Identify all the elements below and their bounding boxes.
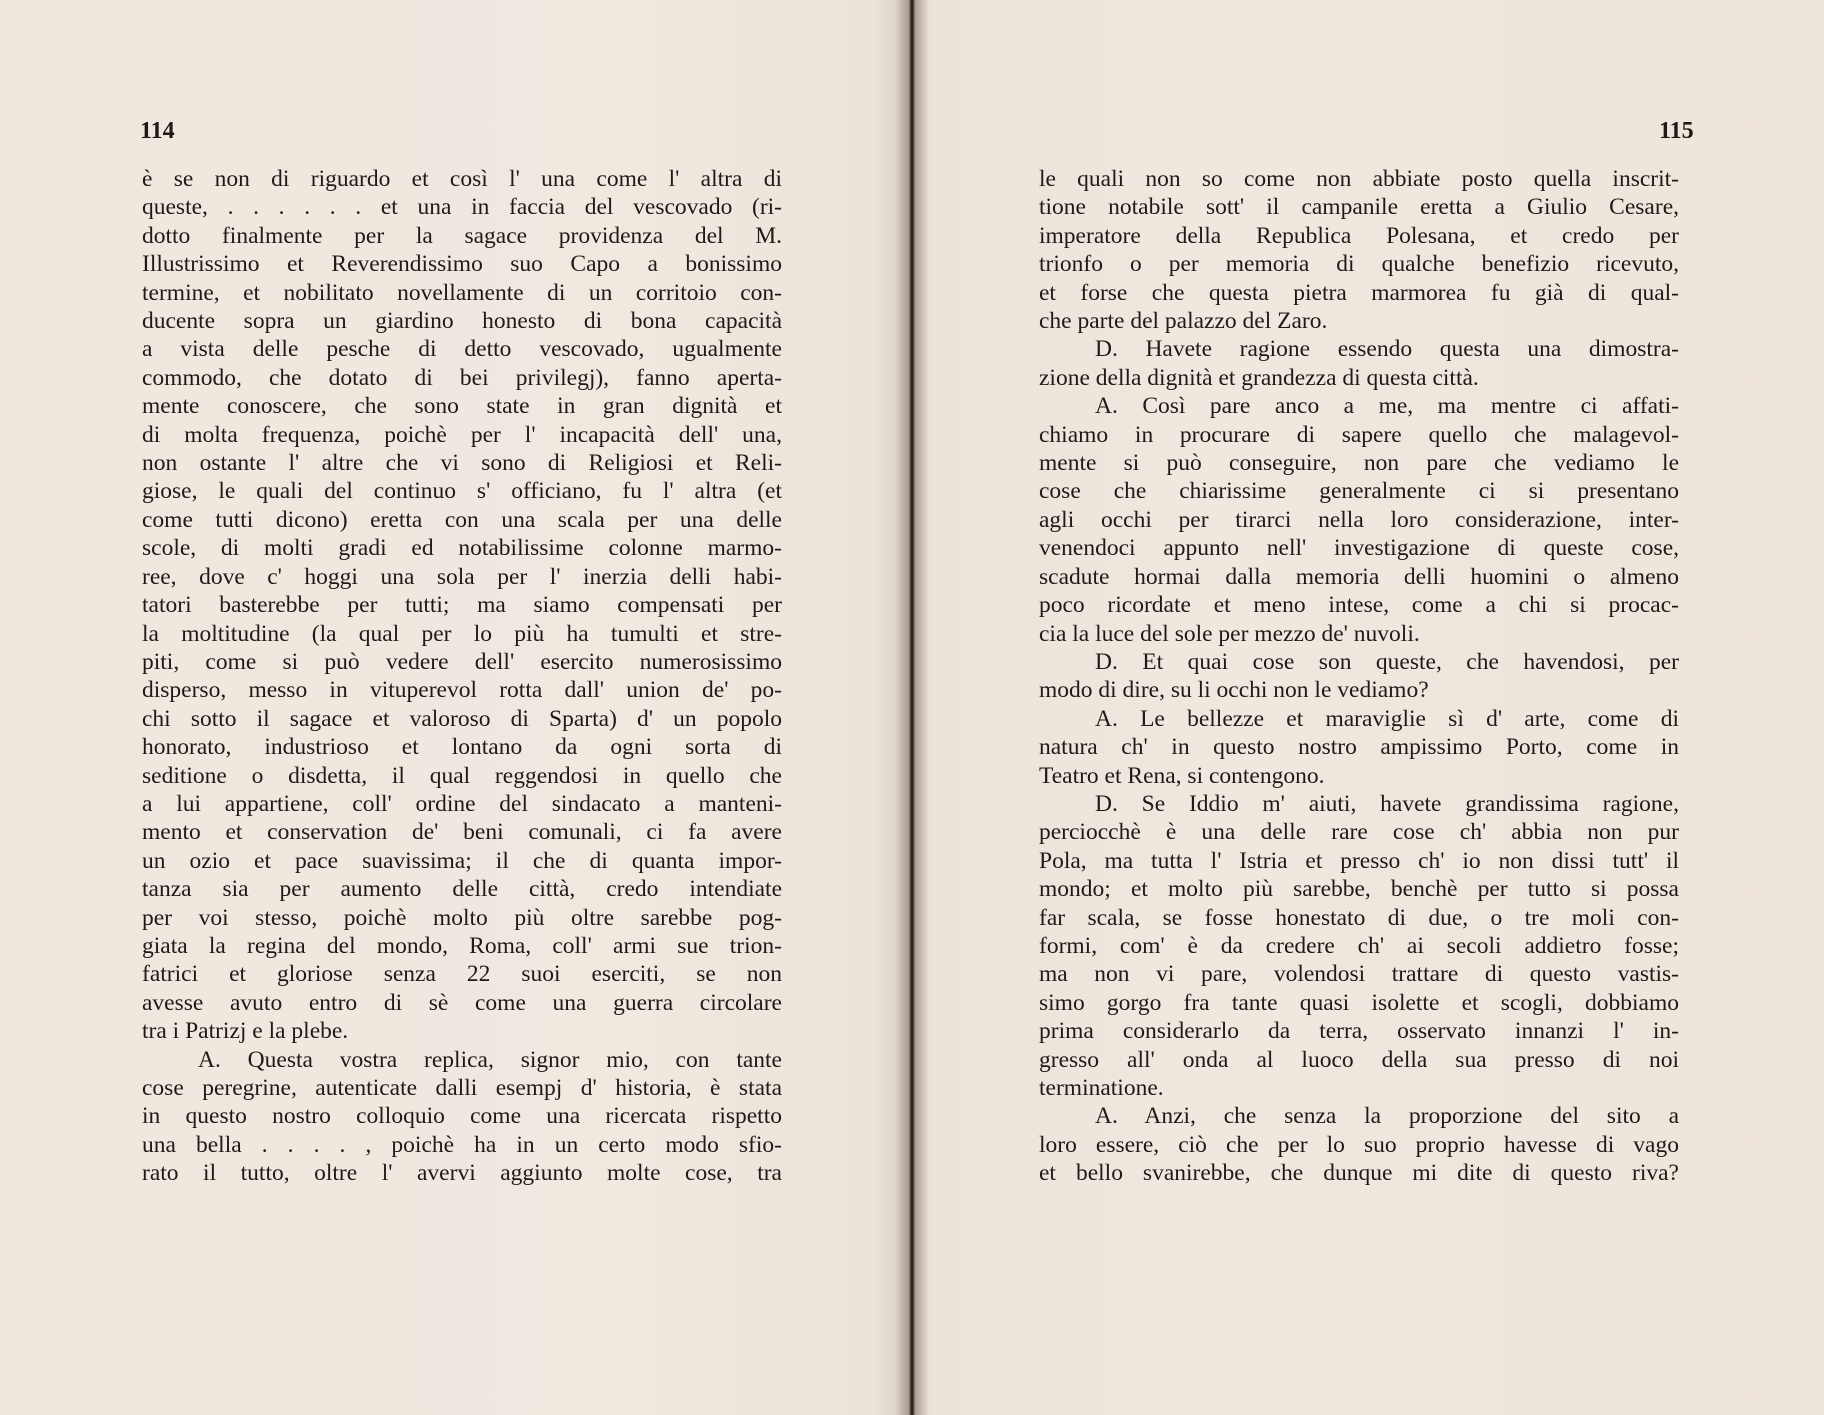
text-line: ree, dove c' hoggi una sola per l' inerzia delli habi-	[142, 563, 782, 590]
text-line: di molta frequenza, poichè per l' incapacità dell' una,	[142, 421, 782, 448]
text-line: le quali non so come non abbiate posto quella inscrit-	[1039, 166, 1679, 192]
text-line: mondo; et molto più sarebbe, benchè per tutto si possa	[1039, 876, 1679, 903]
text-line: a vista delle pesche di detto vescovado, ugualmente	[142, 336, 782, 363]
text-line: gresso all' onda al luoco della sua presso di noi	[1039, 1046, 1679, 1073]
text-line: fatrici et gloriose senza 22 suoi eserciti, se non	[142, 961, 782, 988]
text-line: seditione o disdetta, il qual reggendosi in quello che	[142, 762, 782, 789]
text-line: far scala, se fosse honestato di due, o tre moli con-	[1039, 904, 1679, 931]
text-line: tatori basterebbe per tutti; ma siamo compensati per	[142, 592, 782, 619]
text-line: A. Le bellezze et maraviglie sì d' arte, come di	[1095, 705, 1679, 732]
text-line: cose peregrine, autenticate dalli esempj d' historia, è stata	[142, 1075, 782, 1101]
text-line: la moltitudine (la qual per lo più ha tumulti et stre-	[142, 620, 782, 647]
page-text	[142, 165, 782, 1188]
text-line: per voi stesso, poichè molto più oltre sarebbe pog-	[142, 904, 782, 931]
page-text	[1039, 165, 1679, 1188]
text-line: giata la regina del mondo, Roma, coll' armi sue trion-	[142, 932, 782, 959]
text-line: honorato, industrioso et lontano da ogni sorta di	[142, 734, 782, 761]
text-line: in questo nostro colloquio come una ricercata rispetto	[142, 1103, 782, 1130]
text-line: D. Et quai cose son queste, che havendosi, per	[1095, 648, 1679, 675]
text-line: venendoci appunto nell' investigazione di queste cose,	[1039, 535, 1679, 562]
text-line: perciocchè è una delle rare cose ch' abbia non pur	[1039, 819, 1679, 846]
page-number: 115	[1659, 118, 1694, 144]
text-line: mente conoscere, che sono state in gran dignità et	[142, 393, 782, 420]
text-line: chiamo in procurare di sapere quello che malagevol-	[1039, 421, 1679, 448]
text-line: giose, le quali del continuo s' officiano, fu l' altra (et	[142, 478, 782, 505]
text-line: trionfo o per memoria di qualche benefizio ricevuto,	[1039, 251, 1679, 278]
text-line: simo gorgo fra tante quasi isolette et scogli, dobbiamo	[1039, 989, 1679, 1016]
text-line: chi sotto il sagace et valoroso di Sparta) d' un popolo	[142, 705, 782, 732]
text-line: scole, di molti gradi ed notabilissime colonne marmo-	[142, 535, 782, 562]
text-line: disperso, messo in vituperevol rotta dall' union de' po-	[142, 677, 782, 704]
text-line: cose che chiarissime generalmente ci si presentano	[1039, 478, 1679, 505]
text-line: A. Così pare anco a me, ma mentre ci affati-	[1095, 393, 1679, 420]
text-line: tione notabile sott' il campanile eretta a Giulio Cesare,	[1039, 194, 1679, 221]
text-line: A. Anzi, che senza la proporzione del sito a	[1095, 1103, 1679, 1130]
text-line: D. Se Iddio m' aiuti, havete grandissima ragione,	[1095, 790, 1679, 817]
text-line: et bello svanirebbe, che dunque mi dite di questo riva?	[1039, 1160, 1679, 1187]
text-line: dotto finalmente per la sagace providenza del M.	[142, 222, 782, 249]
text-line: ducente sopra un giardino honesto di bona capacità	[142, 308, 782, 335]
text-line: commodo, che dotato di bei privilegj), fanno aperta-	[142, 364, 782, 391]
text-line: scadute hormai dalla memoria delli huomini o almeno	[1039, 563, 1679, 590]
text-line: prima considerarlo da terra, osservato innanzi l' in-	[1039, 1018, 1679, 1045]
text-line: avesse avuto entro di sè come una guerra circolare	[142, 989, 782, 1016]
text-line: formi, com' è da credere ch' ai secoli addietro fosse;	[1039, 932, 1679, 959]
text-line: mento et conservation de' beni comunali, ci fa avere	[142, 819, 782, 846]
text-line: et forse che questa pietra marmorea fu già di qual-	[1039, 279, 1679, 306]
text-line: un ozio et pace suavissima; il che di quanta impor-	[142, 847, 782, 874]
text-line: modo di dire, su li occhi non le vediamo?	[1039, 677, 1429, 704]
text-line: piti, come si può vedere dell' esercito numerosissimo	[142, 648, 782, 675]
text-line: a lui appartiene, coll' ordine del sindacato a manteni-	[142, 790, 782, 817]
text-line: che parte del palazzo del Zaro.	[1039, 308, 1328, 335]
text-line: come tutti dicono) eretta con una scala per una delle	[142, 506, 782, 533]
text-line: è se non di riguardo et così l' una come l' altra di	[142, 166, 782, 192]
text-line: ma non vi pare, volendosi trattare di questo vastis-	[1039, 961, 1679, 988]
text-line: cia la luce del sole per mezzo de' nuvoli.	[1039, 620, 1420, 647]
text-line: Teatro et Rena, si contengono.	[1039, 762, 1325, 789]
text-line: queste, . . . . . . et una in faccia del vescovado (ri-	[142, 194, 782, 221]
text-line: natura ch' in questo nostro ampissimo Porto, come in	[1039, 734, 1679, 761]
text-line: non ostante l' altre che vi sono di Religiosi et Reli-	[142, 450, 782, 477]
text-line: D. Havete ragione essendo questa una dimostra-	[1095, 336, 1679, 363]
text-line: Illustrissimo et Reverendissimo suo Capo a bonissimo	[142, 251, 782, 278]
right-page	[929, 0, 1824, 1415]
text-line: termine, et nobilitato novellamente di un corritoio con-	[142, 279, 782, 306]
text-line: terminatione.	[1039, 1075, 1164, 1101]
text-line: rato il tutto, oltre l' avervi aggiunto molte cose, tra	[142, 1160, 782, 1187]
left-page	[0, 0, 895, 1415]
text-line: Pola, ma tutta l' Istria et presso ch' io non dissi tutt' il	[1039, 847, 1679, 874]
text-line: imperatore della Republica Polesana, et credo per	[1039, 222, 1679, 249]
text-line: tra i Patrizj e la plebe.	[142, 1018, 349, 1045]
page-number: 114	[140, 118, 175, 144]
text-line: A. Questa vostra replica, signor mio, con tante	[198, 1046, 782, 1073]
text-line: loro essere, ciò che per lo suo proprio havesse di vago	[1039, 1131, 1679, 1158]
text-line: zione della dignità et grandezza di questa città.	[1039, 364, 1479, 391]
text-line: mente si può conseguire, non pare che vediamo le	[1039, 450, 1679, 477]
text-line: agli occhi per tirarci nella loro considerazione, inter-	[1039, 506, 1679, 533]
text-line: una bella . . . . , poichè ha in un certo modo sfio-	[142, 1131, 782, 1158]
book-gutter	[895, 0, 929, 1415]
text-line: tanza sia per aumento delle città, credo intendiate	[142, 876, 782, 903]
text-line: poco ricordate et meno intese, come a chi si procac-	[1039, 592, 1679, 619]
